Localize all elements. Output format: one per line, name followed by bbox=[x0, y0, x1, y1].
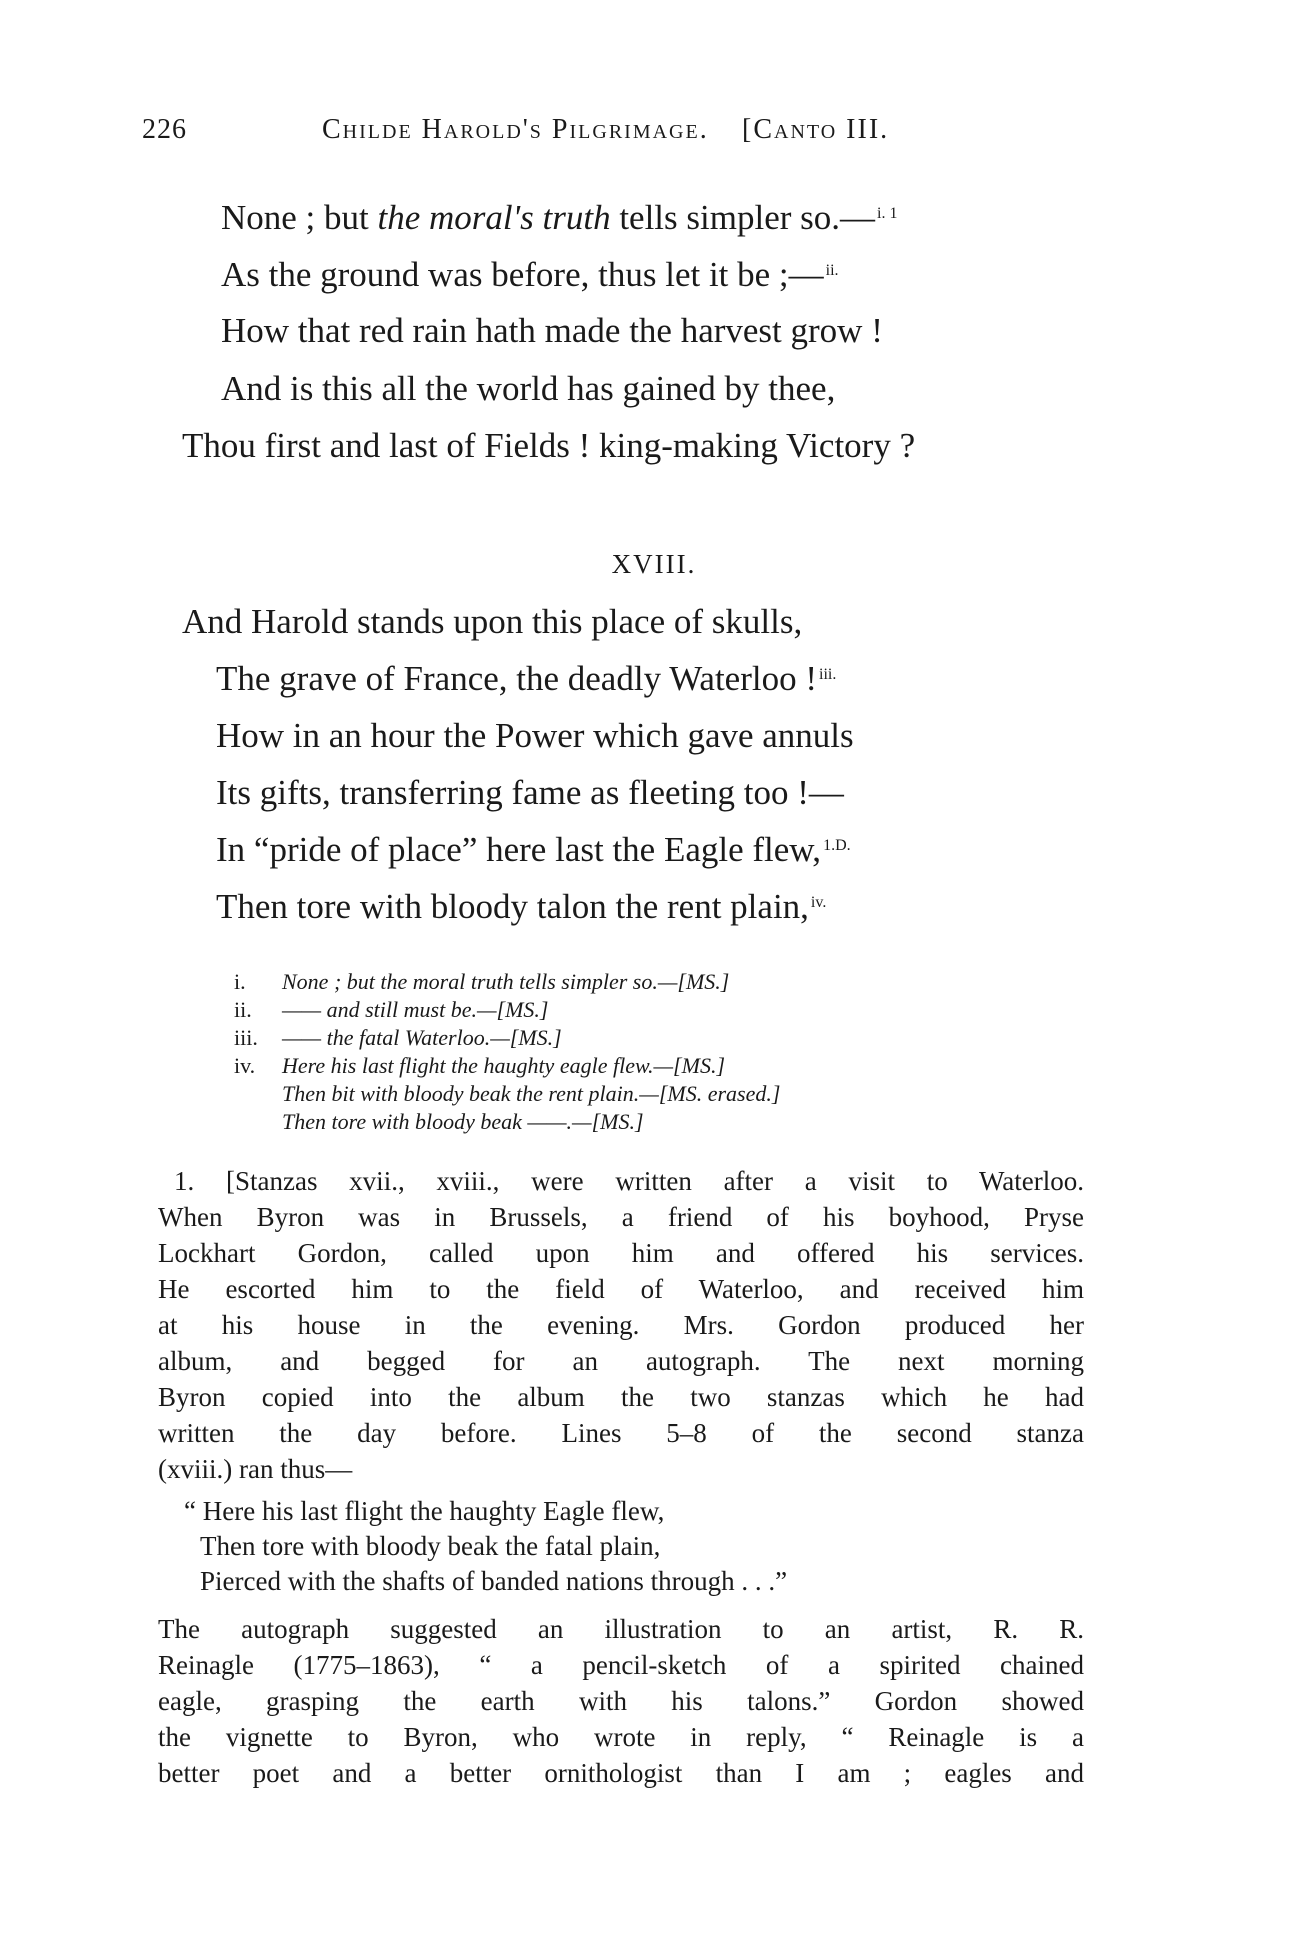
note-line: (xviii.) ran thus— bbox=[158, 1454, 353, 1484]
quote-line: Pierced with the shafts of banded nations through . . .” bbox=[200, 1566, 788, 1596]
variant-marker: 1.D. bbox=[823, 837, 851, 854]
variant-marker: iii. bbox=[819, 666, 837, 683]
verse-line: The grave of France, the deadly Waterloo ! $^{iii.}$ bbox=[216, 659, 837, 698]
quote-line: Then tore with bloody beak the fatal plain, bbox=[200, 1531, 661, 1561]
verse-line: How in an hour the Power which gave annuls bbox=[216, 716, 854, 755]
running-head bbox=[136, 96, 1086, 144]
verse-line: Its gifts, transferring fame as fleeting too !— bbox=[216, 773, 844, 812]
canto-label: [Canto III. bbox=[742, 114, 890, 145]
verse-line: Thou first and last of Fields ! king-making Victory ? bbox=[182, 426, 916, 465]
variant-marker: i. 1 bbox=[877, 205, 898, 222]
verse-line: And Harold stands upon this place of skulls, bbox=[182, 602, 803, 641]
note-line: eagle, grasping the earth with his talons.” Gordon showed bbox=[158, 1686, 1084, 1716]
verse-line: None ; but the moral's truth tells simpler so.— $^{i. 1}$ bbox=[221, 198, 898, 237]
quote-line: “ Here his last flight the haughty Eagle flew, bbox=[184, 1496, 665, 1526]
verse-line: As the ground was before, thus let it be ;— $^{ii.}$ bbox=[221, 255, 839, 294]
note-line: album, and begged for an autograph. The next morning bbox=[158, 1346, 1084, 1376]
note-line: When Byron was in Brussels, a friend of his boyhood, Pryse bbox=[158, 1202, 1084, 1232]
note-line: 1. [Stanzas xvii., xviii., were written after a visit to Waterloo. bbox=[174, 1166, 1084, 1196]
note-line: at his house in the evening. Mrs. Gordon produced her bbox=[158, 1310, 1084, 1340]
verse-line: Then tore with bloody talon the rent plain, $^{iv.}$ bbox=[216, 887, 827, 926]
note-line: The autograph suggested an illustration to an artist, R. R. bbox=[158, 1614, 1084, 1644]
page-number: 226 bbox=[142, 114, 187, 145]
note-line: He escorted him to the field of Waterloo, and received him bbox=[158, 1274, 1084, 1304]
variant-marker: ii. bbox=[825, 262, 839, 279]
verse-line: And is this all the world has gained by thee, bbox=[221, 369, 836, 408]
note-line: Reinagle (1775–1863), “ a pencil-sketch of a spirited chained bbox=[158, 1650, 1084, 1680]
note-line: the vignette to Byron, who wrote in reply, “ Reinagle is a bbox=[158, 1722, 1084, 1752]
variant-marker: iv. bbox=[810, 894, 827, 911]
book-title: Childe Harold's Pilgrimage. bbox=[322, 114, 709, 145]
note-line: Byron copied into the album the two stanzas which he had bbox=[158, 1382, 1084, 1412]
verse-line: How that red rain hath made the harvest grow ! bbox=[221, 311, 883, 350]
stanza-number: XVIII. bbox=[611, 549, 697, 579]
note-line: better poet and a better ornithologist than I am ; eagles and bbox=[158, 1758, 1084, 1788]
verse-line: In “pride of place” here last the Eagle flew, $^{1.D.}$ bbox=[216, 830, 851, 869]
note-line: Lockhart Gordon, called upon him and offered his services. bbox=[158, 1238, 1084, 1268]
note-line: written the day before. Lines 5–8 of the second stanza bbox=[158, 1418, 1084, 1448]
